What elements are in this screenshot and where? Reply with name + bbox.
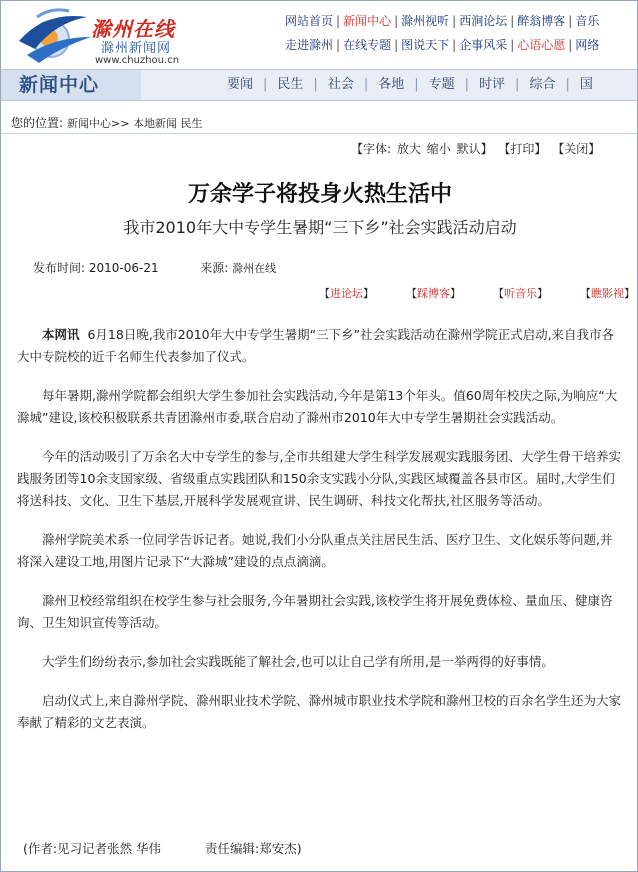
font-default-link[interactable]: 默认】 [456, 142, 493, 156]
link-separator: | [510, 38, 515, 52]
nav-item[interactable]: 时评 [479, 77, 506, 92]
author-line [23, 839, 302, 857]
paragraph: 今年的活动吸引了万余名大中专学生的参与,全市共组建大学生科学发展观实践服务团、大学生骨干培养实践服务团等10余支国家级、省级重点实践团队和150余支实践小分队,实践区域覆盖各县市区。届时,大学生们将送科技、文化、卫生下基层,开展科学发展观宣讲、民生调研、科技文化帮扶,社区服务等活动。 [17, 449, 621, 508]
top-link[interactable]: 在线专题 [343, 38, 392, 52]
article-body [17, 324, 621, 751]
top-link[interactable]: 醉翁博客 [517, 14, 566, 28]
nav-item[interactable]: 社会 [327, 77, 354, 92]
top-link[interactable]: 图说天下 [401, 38, 450, 52]
site-header [1, 1, 638, 69]
top-link[interactable]: 走进滁州 [285, 38, 334, 52]
top-link[interactable]: 滁州视听 [401, 14, 450, 28]
share-links [319, 285, 638, 301]
article-title: 万余学子将投身火热生活中 [187, 181, 452, 207]
author: (作者:见习记者张然 华伟 [23, 841, 162, 856]
site-logo[interactable] [15, 7, 195, 65]
top-links-row-2 [285, 35, 638, 59]
close-link[interactable]: 【关闭】 [552, 142, 601, 156]
font-enlarge-link[interactable]: 放大 [396, 142, 421, 156]
top-link[interactable]: 心语心愿 [517, 38, 566, 52]
channel-nav [1, 69, 638, 101]
nav-separator: | [263, 77, 268, 92]
source-name: 滁州在线 [232, 262, 277, 275]
link-separator: | [336, 14, 341, 28]
nav-item[interactable]: 综合 [529, 77, 556, 92]
paragraph: 滁州卫校经常组织在校学生参与社会服务,今年暑期社会实践,该校学生将开展免费体检、量血压、健康咨询、卫生知识宣传等活动。 [17, 593, 613, 630]
nav-separator: | [414, 77, 419, 92]
nav-item[interactable]: 各地 [378, 77, 405, 92]
top-links-row-1 [285, 11, 638, 35]
top-links [285, 11, 638, 59]
link-separator: | [452, 38, 457, 52]
location-label: 您的位置: [11, 116, 64, 130]
link-separator: | [568, 14, 573, 28]
lead-tag: 本网讯 [42, 327, 80, 342]
link-separator: | [394, 14, 399, 28]
paragraph: 大学生们纷纷表示,参加社会实践既能了解社会,也可以让自己学有所用,是一举两得的好事情。 [42, 654, 554, 669]
nav-separator: | [565, 77, 570, 92]
nav-item[interactable]: 专题 [428, 77, 455, 92]
top-link[interactable]: 音乐 [575, 14, 600, 28]
logo-globe-icon [15, 7, 95, 65]
font-size-label: 【字体: [351, 142, 392, 156]
article-tools [351, 140, 602, 157]
nav-separator: | [515, 77, 520, 92]
nav-item[interactable]: 要闻 [227, 77, 254, 92]
link-separator: | [568, 38, 573, 52]
paragraph: 启动仪式上,来自滁州学院、滁州职业技术学院、滁州城市职业技术学院和滁州卫校的百余名学生还为大家奉献了精彩的文艺表演。 [17, 693, 621, 730]
top-link[interactable]: 新闻中心 [343, 14, 392, 28]
logo-title: 滁州在线 [91, 17, 175, 41]
nav-section-title[interactable]: 新闻中心 [1, 70, 141, 100]
publish-date: 2010-06-21 [88, 261, 159, 275]
link-separator: | [510, 14, 515, 28]
location-bar [11, 114, 202, 131]
link-separator: | [336, 38, 341, 52]
share-link[interactable]: 【听音乐】 [493, 287, 548, 300]
logo-url: www.chuzhou.cn [95, 55, 180, 66]
editor: 责任编辑:郑安杰) [205, 841, 302, 856]
top-link[interactable]: 企事风采 [459, 38, 508, 52]
nav-separator: | [313, 77, 318, 92]
link-separator: | [394, 38, 399, 52]
logo-subtitle: 滁州新闻网 [101, 41, 172, 56]
share-link[interactable]: 【瞧影视】 [580, 287, 635, 300]
nav-item[interactable]: 国 [579, 77, 593, 92]
breadcrumb[interactable]: 新闻中心>> 本地新闻 民生 [67, 117, 203, 130]
divider [1, 133, 638, 134]
nav-items [217, 70, 603, 100]
top-link[interactable]: 西涧论坛 [459, 14, 508, 28]
share-link[interactable]: 【踩博客】 [406, 287, 461, 300]
publish-label: 发布时间: [33, 261, 86, 275]
nav-separator: | [464, 77, 470, 92]
share-link[interactable]: 【进论坛】 [319, 287, 374, 300]
top-link[interactable]: 网站首页 [285, 14, 334, 28]
top-link[interactable]: 网络 [575, 38, 600, 52]
link-separator: | [452, 14, 457, 28]
article-subtitle: 我市2010年大中专学生暑期“三下乡”社会实践活动启动 [123, 218, 517, 237]
paragraph: 本网讯 6月18日晚,我市2010年大中专学生暑期“三下乡”社会实践活动在滁州学院正式启动,来自我市各大中专院校的近千名师生代表参加了仪式。 [17, 327, 615, 364]
article-meta [33, 259, 276, 276]
paragraph: 滁州学院美术系一位同学告诉记者。她说,我们小分队重点关注居民生活、医疗卫生、文化娱乐等问题,并将深入建设工地,用图片记录下“大滁城”建设的点点滴滴。 [17, 532, 613, 569]
font-shrink-link[interactable]: 缩小 [426, 142, 451, 156]
nav-item[interactable]: 民生 [277, 77, 304, 92]
paragraph: 每年暑期,滁州学院都会组织大学生参加社会实践活动,今年是第13个年头。值60周年校庆之际,为响应“大滁城”建设,该校积极联系共青团滁州市委,联合启动了滁州市2010年大中专学生暑期社会实践活动。 [17, 388, 618, 425]
source-label: 来源: [200, 261, 229, 275]
print-link[interactable]: 【打印】 [498, 142, 547, 156]
nav-separator: | [363, 77, 369, 92]
